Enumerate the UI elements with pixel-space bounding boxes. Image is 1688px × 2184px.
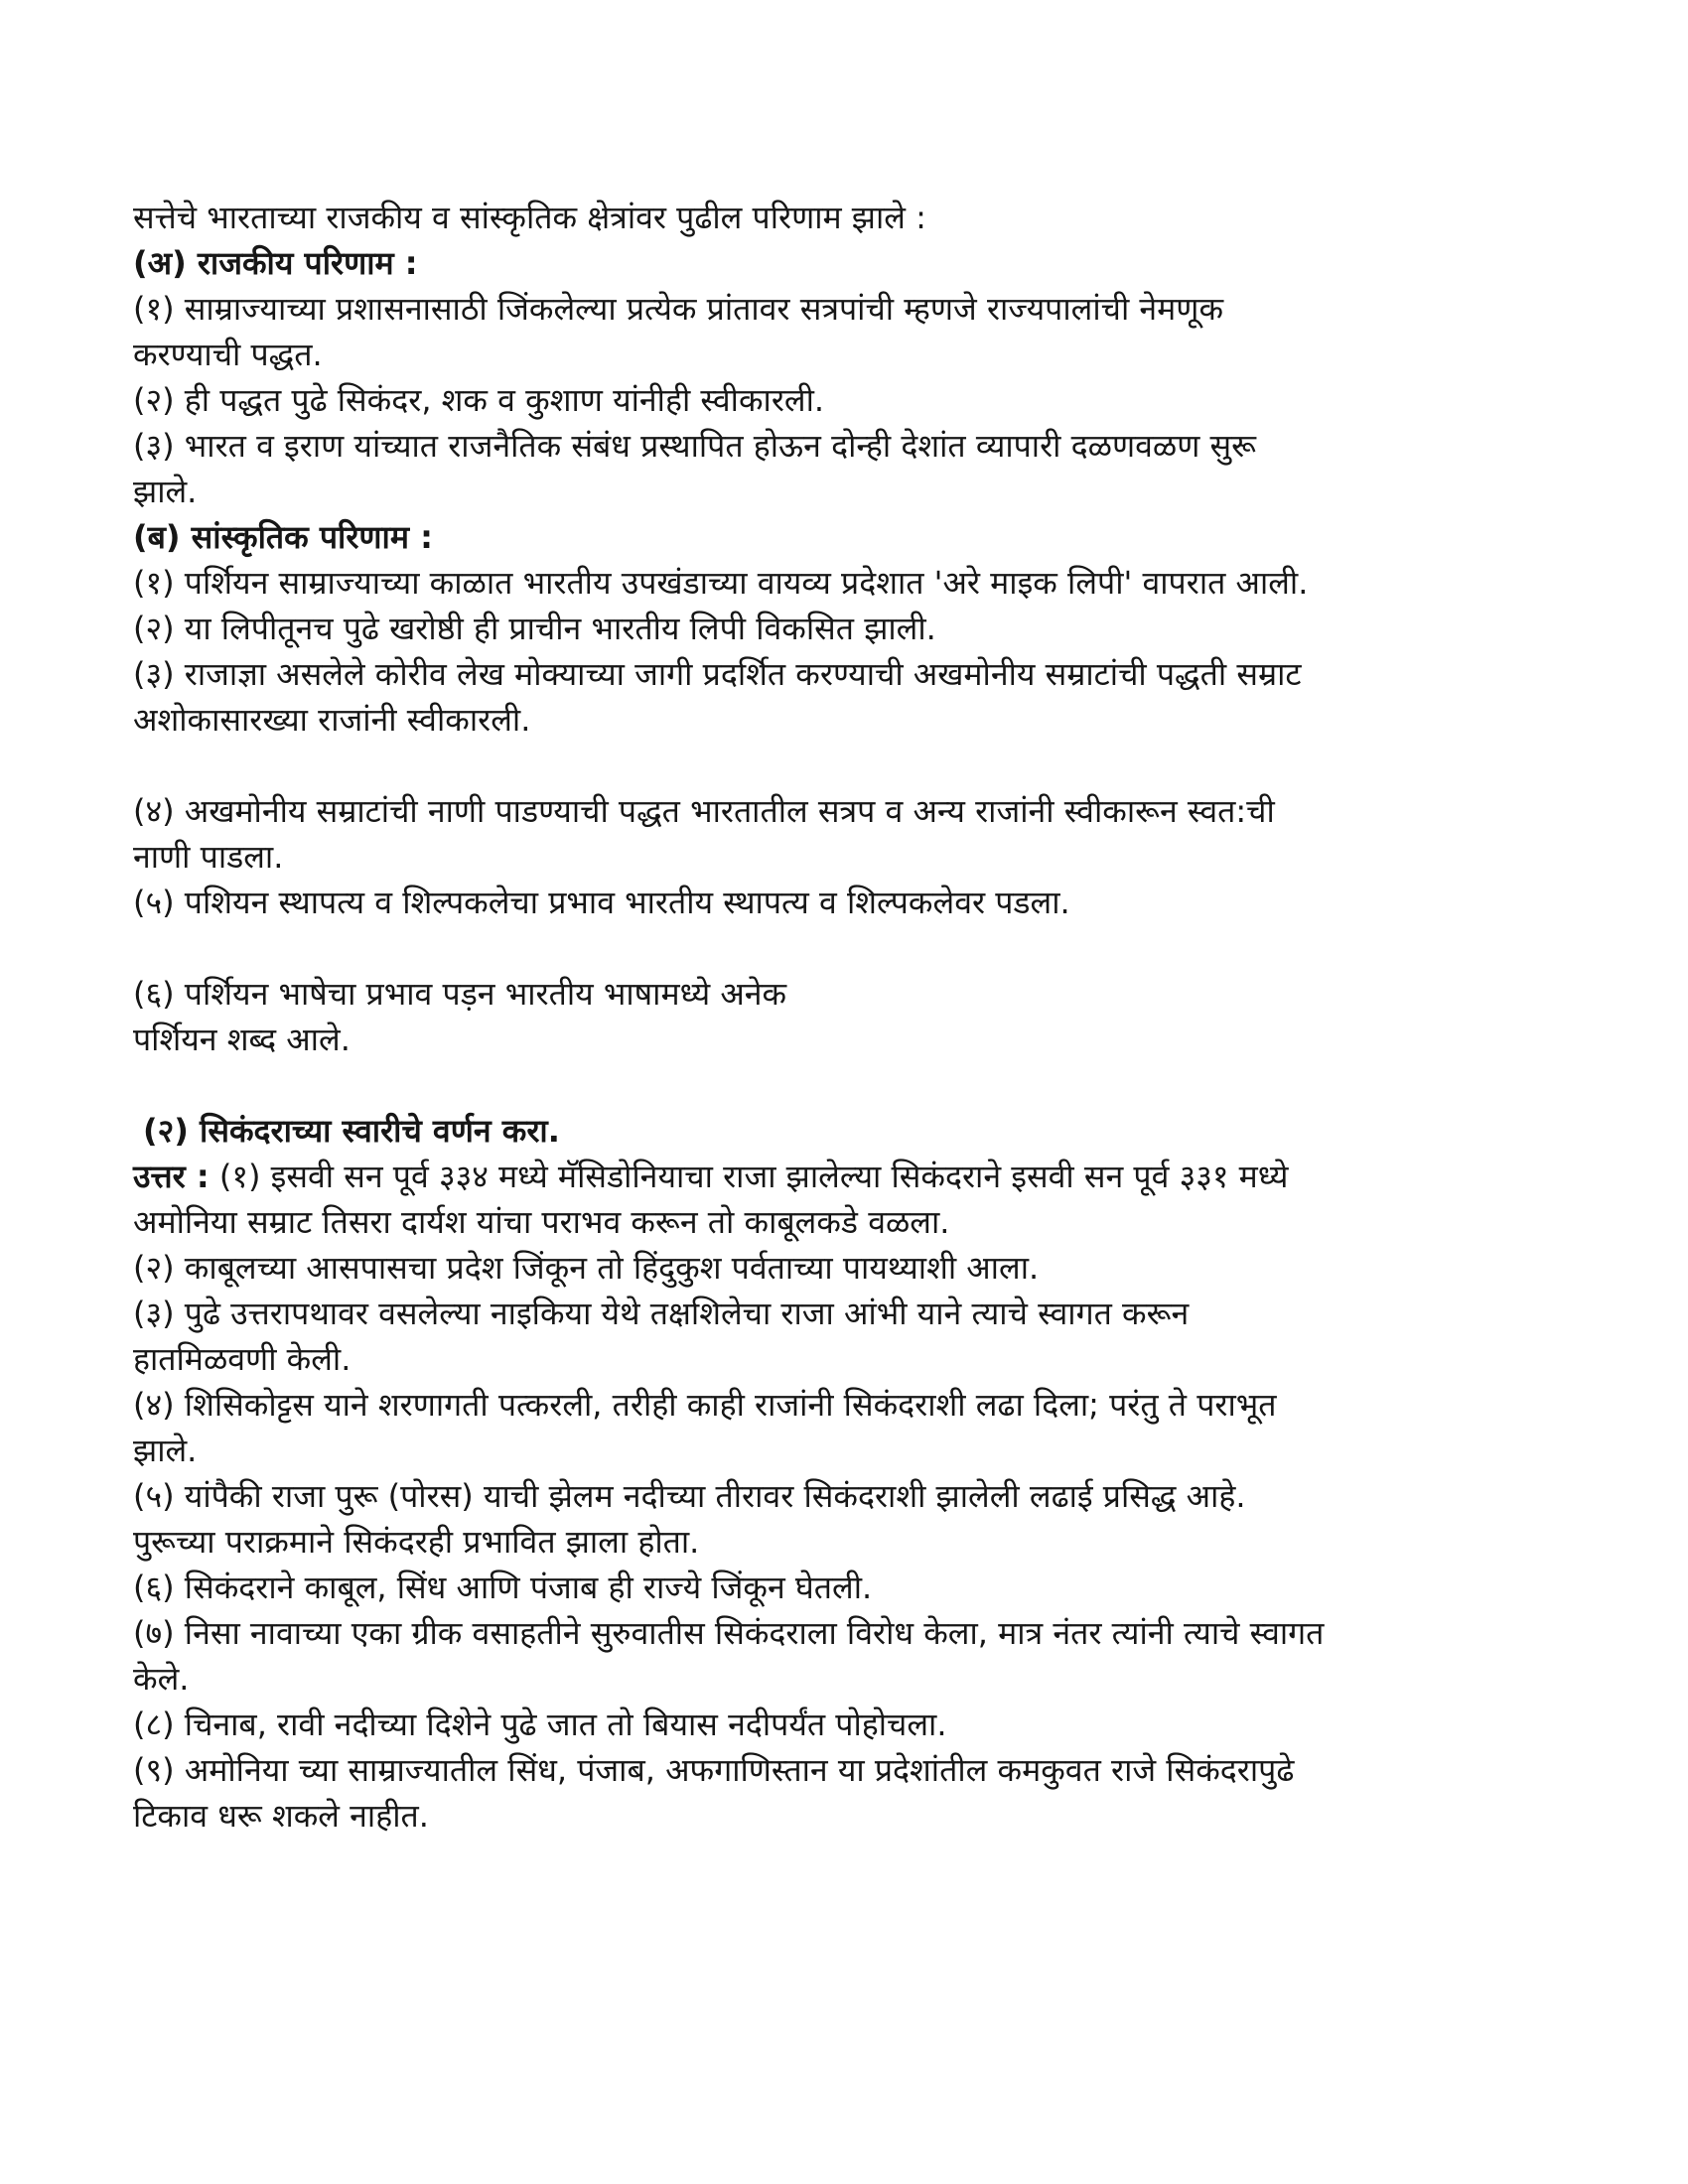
answer-line: (९) अमोनिया च्या साम्राज्यातील सिंध, पंजाब, अफगाणिस्तान या प्रदेशांतील कमकुवत राजे सिकंदरापुढे	[133, 1751, 1295, 1789]
cultural-line: (१) पर्शियन साम्राज्याच्या काळात भारतीय उपखंडाच्या वायव्य प्रदेशात 'अरे माइक लिपी' वापरात आली.	[133, 564, 1309, 602]
paragraph-gap	[133, 743, 1563, 788]
answer-list	[133, 1199, 1563, 1839]
cultural-heading: (ब) सांस्कृतिक परिणाम :	[133, 518, 433, 556]
answer-line: पुरूच्या पराक्रमाने सिकंदरही प्रभावित झाला होता.	[133, 1523, 700, 1561]
cultural-line: (३) राजाज्ञा असलेले कोरीव लेख मोक्याच्या जागी प्रदर्शित करण्याची अखमोनीय सम्राटांची पद्धती सम्राट	[133, 655, 1302, 693]
answer-first-text: (१) इसवी सन पूर्व ३३४ मध्ये मॅसिडोनियाचा राजा झालेल्या सिकंदराने इसवी सन पूर्व ३३१ मध्ये	[209, 1158, 1289, 1195]
answer-line: (८) चिनाब, रावी नदीच्या दिशेने पुढे जात तो बियास नदीपर्यंत पोहोचला.	[133, 1706, 947, 1743]
answer-line: केले.	[133, 1660, 190, 1698]
cultural-line: (६) पर्शियन भाषेचा प्रभाव पड़न भारतीय भाषामध्ये अनेक	[133, 975, 787, 1013]
answer-line: हातमिळवणी केली.	[133, 1340, 352, 1378]
answer-line: (७) निसा नावाच्या एका ग्रीक वसाहतीने सुरुवातीस सिकंदराला विरोध केला, मात्र नंतर त्यांनी त्याचे स्वागत	[133, 1614, 1325, 1652]
answer-line: (६) सिकंदराने काबूल, सिंध आणि पंजाब ही राज्ये जिंकून घेतली.	[133, 1569, 873, 1606]
political-list	[133, 286, 1563, 514]
question-heading: (२) सिकंदराच्या स्वारीचे वर्णन करा.	[143, 1112, 560, 1150]
paragraph-gap	[133, 925, 1563, 971]
cultural-line: (४) अखमोनीय सम्राटांची नाणी पाडण्याची पद्धत भारतातील सत्रप व अन्य राजांनी स्वीकारून स्वत:ची	[133, 792, 1275, 830]
document-body	[133, 195, 1563, 1839]
answer-line: टिकाव धरू शकले नाहीत.	[133, 1797, 429, 1835]
political-line: झाले.	[133, 473, 198, 510]
intro-line: सत्तेचे भारताच्या राजकीय व सांस्कृतिक क्षेत्रांवर पुढील परिणाम झाले :	[133, 199, 926, 236]
political-heading: (अ) राजकीय परिणाम :	[133, 244, 418, 282]
answer-line: झाले.	[133, 1432, 198, 1469]
political-line: (३) भारत व इराण यांच्यात राजनैतिक संबंध प्रस्थापित होऊन दोन्ही देशांत व्यापारी दळणवळण सुरू	[133, 427, 1256, 465]
answer-line: अमोनिया सम्राट तिसरा दार्यश यांचा पराभव करून तो काबूलकडे वळला.	[133, 1203, 950, 1241]
cultural-list-b	[133, 788, 1563, 925]
cultural-line: अशोकासारख्या राजांनी स्वीकारली.	[133, 701, 531, 739]
cultural-line: (५) पशियन स्थापत्य व शिल्पकलेचा प्रभाव भारतीय स्थापत्य व शिल्पकलेवर पडला.	[133, 884, 1070, 921]
answer-line: (५) यांपैकी राजा पुरू (पोरस) याची झेलम नदीच्या तीरावर सिकंदराशी झालेली लढाई प्रसिद्ध आहे.	[133, 1477, 1246, 1515]
cultural-list-a	[133, 560, 1563, 743]
political-line: करण्याची पद्धत.	[133, 336, 323, 373]
political-line: (१) साम्राज्याच्या प्रशासनासाठी जिंकलेल्या प्रत्येक प्रांतावर सत्रपांची म्हणजे राज्यपालांची नेमणूक	[133, 290, 1224, 328]
answer-line: (४) शिसिकोट्टस याने शरणागती पत्करली, तरीही काही राजांनी सिकंदराशी लढा दिला; परंतु ते पराभूत	[133, 1386, 1277, 1424]
answer-label: उत्तर :	[133, 1158, 210, 1195]
answer-first-line	[133, 1154, 1563, 1199]
political-line: (२) ही पद्धत पुढे सिकंदर, शक व कुशाण यांनीही स्वीकारली.	[133, 381, 825, 419]
answer-line: (२) काबूलच्या आसपासचा प्रदेश जिंकून तो हिंदुकुश पर्वताच्या पायथ्याशी आला.	[133, 1249, 1040, 1287]
cultural-line: (२) या लिपीतूनच पुढे खरोष्ठी ही प्राचीन भारतीय लिपी विकसित झाली.	[133, 610, 936, 647]
answer-line: (३) पुढे उत्तरापथावर वसलेल्या नाइकिया येथे तक्षशिलेचा राजा आंभी याने त्याचे स्वागत करून	[133, 1295, 1190, 1332]
cultural-list-c	[133, 971, 1563, 1062]
cultural-line: नाणी पाडला.	[133, 838, 284, 876]
paragraph-gap	[133, 1062, 1563, 1108]
cultural-line: पर्शियन शब्द आले.	[133, 1021, 351, 1058]
